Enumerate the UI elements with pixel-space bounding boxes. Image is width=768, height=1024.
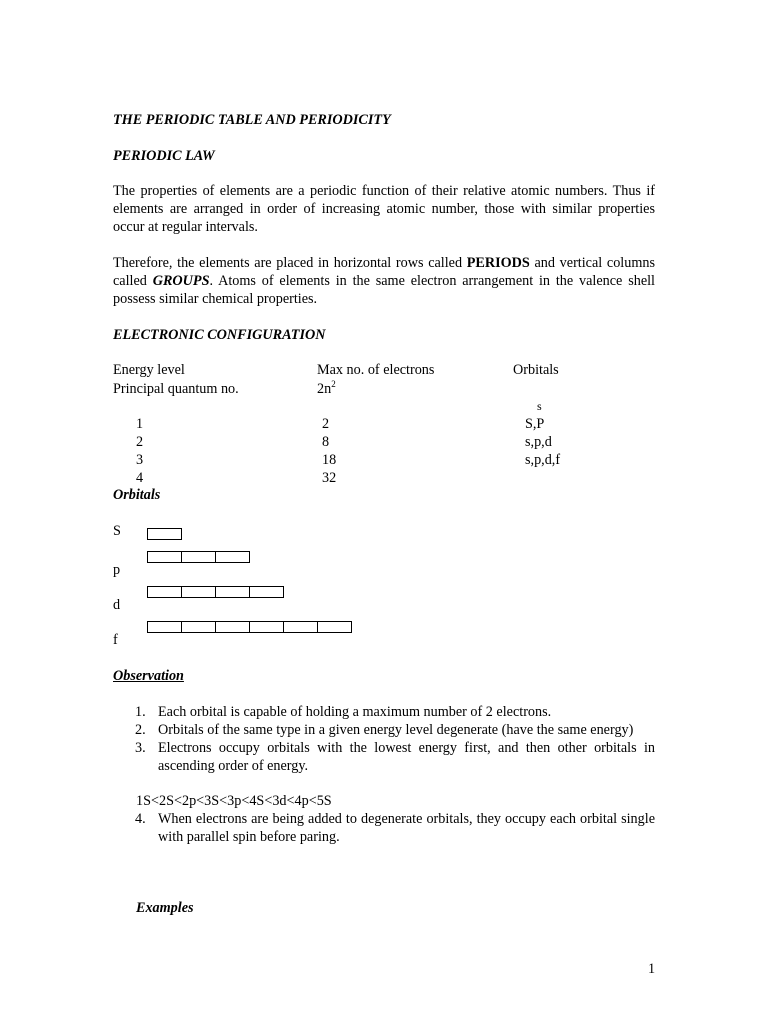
observation-list xyxy=(113,703,655,775)
config-cell-level: 4 xyxy=(136,470,144,486)
examples-heading: Examples xyxy=(136,900,194,916)
orbital-box-row xyxy=(147,528,181,540)
observation-list-continued xyxy=(113,810,655,846)
col-orbitals-subheader: s xyxy=(537,399,542,413)
observation-item-3: 3. Electrons occupy orbitals with the lowest energy first, and then other orbitals in ascending order of energy. xyxy=(135,740,655,774)
orbital-label: d xyxy=(113,597,121,613)
observation-item-4: 4. When electrons are being added to degenerate orbitals, they occupy each orbital single with parallel spin before paring. xyxy=(135,811,655,845)
groups-term: GROUPS xyxy=(152,273,210,289)
config-cell-orbitals: s,p,d xyxy=(525,434,552,450)
orbital-box xyxy=(215,586,250,598)
config-cell-max: 8 xyxy=(322,434,330,450)
orbital-box xyxy=(147,528,182,540)
orbital-box-row xyxy=(147,621,351,633)
orbital-box-row xyxy=(147,586,283,598)
orbital-label: f xyxy=(113,632,118,648)
periods-term: PERIODS xyxy=(466,255,530,271)
col-energy-level-header: Energy level xyxy=(113,362,185,378)
orbital-box-row xyxy=(147,551,249,563)
orbital-box xyxy=(147,621,182,633)
config-cell-orbitals: s,p,d,f xyxy=(525,452,561,468)
periodic-law-heading: PERIODIC LAW xyxy=(113,148,215,164)
orbital-label: S xyxy=(113,523,121,539)
orbital-box xyxy=(181,586,216,598)
config-cell-max: 2 xyxy=(322,416,330,432)
col-energy-level-subheader: Principal quantum no. xyxy=(113,381,239,397)
periodic-law-paragraph-2: Therefore, the elements are placed in horizontal rows called PERIODS and vertical columns called GROUPS. Atoms of elements in the same electron arrangement in the valence shell possess similar chemical properties. xyxy=(113,255,655,307)
observation-heading: Observation xyxy=(113,668,184,684)
orbital-box xyxy=(249,621,284,633)
orbital-box xyxy=(181,621,216,633)
config-cell-orbitals: S,P xyxy=(525,416,545,432)
orbital-box xyxy=(147,586,182,598)
observation-item-1: 1. Each orbital is capable of holding a maximum number of 2 electrons. xyxy=(135,704,552,720)
orbitals-heading: Orbitals xyxy=(113,487,161,503)
orbital-box xyxy=(181,551,216,563)
page-title: THE PERIODIC TABLE AND PERIODICITY xyxy=(113,112,391,128)
orbital-label: p xyxy=(113,562,121,578)
config-cell-max: 32 xyxy=(322,470,337,486)
observation-item-2: 2. Orbitals of the same type in a given energy level degenerate (have the same energy) xyxy=(135,722,634,738)
orbital-box xyxy=(283,621,318,633)
orbital-box xyxy=(147,551,182,563)
col-max-electrons-formula: $2n^2$ xyxy=(317,379,336,397)
orbital-box xyxy=(317,621,352,633)
config-cell-level: 2 xyxy=(136,434,144,450)
electronic-configuration-heading: ELECTRONIC CONFIGURATION xyxy=(113,327,326,343)
config-cell-max: 18 xyxy=(322,452,337,468)
col-orbitals-header: Orbitals xyxy=(513,362,559,378)
periodic-law-paragraph-1: The properties of elements are a periodic function of their relative atomic numbers. Thus if elements are arranged in order of increasing atomic number, those with similar properties occur at regular intervals. xyxy=(113,183,655,235)
config-cell-level: 1 xyxy=(136,416,144,432)
page-number: 1 xyxy=(648,961,656,977)
orbital-box xyxy=(215,551,250,563)
config-cell-level: 3 xyxy=(136,452,144,468)
orbital-box xyxy=(215,621,250,633)
energy-order-sequence: 1S<2S<2p<3S<3p<4S<3d<4p<5S xyxy=(136,793,332,809)
col-max-electrons-header: Max no. of electrons xyxy=(317,362,435,378)
orbital-box xyxy=(249,586,284,598)
